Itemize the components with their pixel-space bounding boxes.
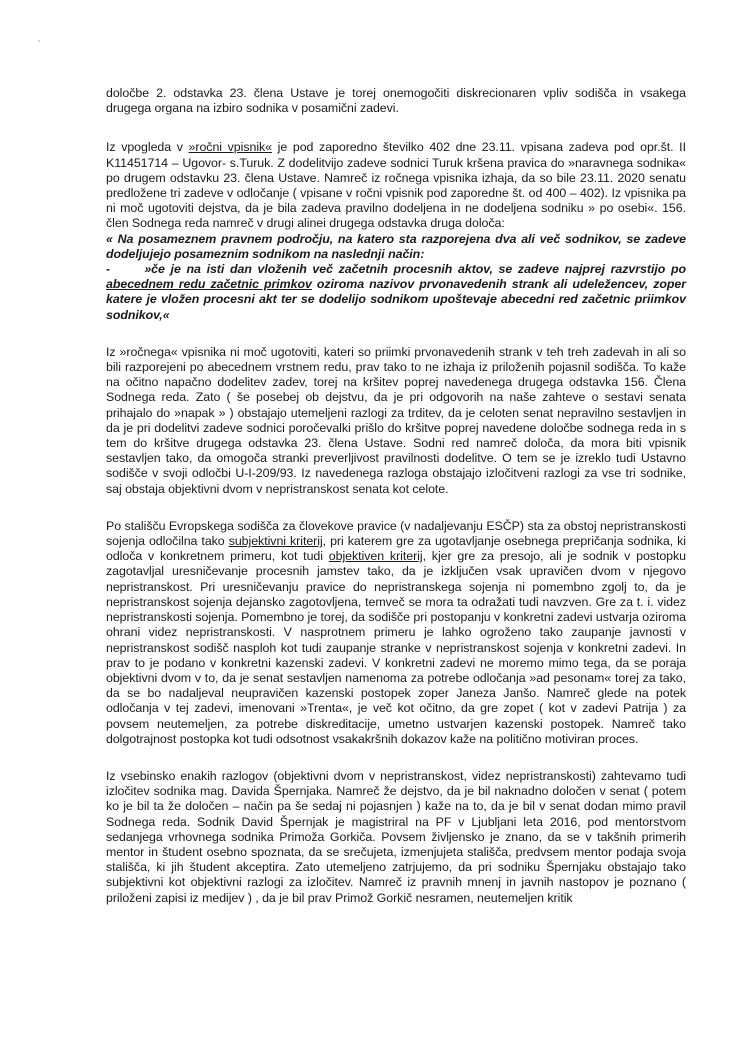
- paragraph-2-text-b: je pod zaporedno številko 402 dne 23.11. vpisana zadeva pod opr.št. II K11451714 – Ugovor- s.Turuk. Z dodelitvijo zadeve sodnici Turuk kršena pravica do »naravnega sodnika« po drugem odstavku 23. člena Ustave. Namreč iz ročnega vpisnika izhaja, da so bile 23.11. 2020 senatu predložene tri zadeve v odločanje ( vpisane v ročni vpisnik pod zaporedne št. od 400 – 402). Iz vpisnika pa ni moč ugotoviti dejstva, da je bila zadeva pravilno dodeljena in ne dodeljena sodniku » po osebi«. 156. člen Sodnega reda namreč v drugi alinei drugega odstavka druga določa:: [106, 140, 686, 231]
- paragraph-4: [106, 519, 686, 747]
- paragraph-3: Iz »ročnega« vpisnika ni moč ugotoviti, kateri so priimki prvonavedenih strank v teh treh zadevah in ali so bili razporejeni po abecednem vrstnem redu, prav tako to ne izhaja iz priloženih pojasnil sodišča. To kaže na očitno napačno dodelitev zadev, torej na kršitev poprej navedenega drugega odstavka 156. Člena Sodnega reda. Zato ( še posebej ob dejstvu, da je pri odgovorih na naše zahteve o sestavi senata prihajalo do »napak » ) obstajajo utemeljeni razlogi za trditev, da je celoten senat nepravilno sestavljen in da je pri dodelitvi zadeve sodnici poročevalki prišlo do kršitve poprej navedene določbe sodnega reda in s tem do kršitve drugega odstavka 23. člena Ustave. Sodni red namreč določa, da mora biti vpisnik sestavljen tako, da omogoča stranki preverljivost pravilnosti dodelitve. O tem se je izreklo tudi Ustavno sodišče v svoji odločbi U-I-209/93. Iz navedenega razloga obstajajo izločitveni razlogi za vse tri sodnike, saj obstaja objektivni dvom v nepristranskost senata kot celote.: [106, 344, 686, 496]
- paragraph-4-text-c: , kjer gre za presojo, ali je sodnik v postopku zagotavljal uresničevanje procesnih jamstev tako, da je izključen vsak upravičen dvom v njegovo nepristranskost. Pri uresničevanju pravice do nepristranskega sojenja ni pomembno zgolj to, da je nepristranskost sojenja dejansko zagotovljena, temveč se mora ta odražati tudi navzven. Gre za t. i. videz nepristranskosti sojenja. Pomembno je torej, da sodišče pri postopanju v konkretni zadevi ustvarja oziroma ohrani videz nepristranskosti. V nasprotnem primeru je lahko ogroženo tako zaupanje javnosti v nepristranskost sodišč nasploh kot tudi zaupanje stranke v nepristranskost sojenja v konkretni zadevi. In prav to je podano v konkretni kazenski zadevi. V konkretni zadevi ne moremo mimo tega, da se poraja objektivni dvom v to, da je senat sestavljen namenoma za potrebe odločanja »ad pesonam« torej za tako, da se bo nadaljeval neupravičen kazenski postopek zoper Janeza Janšo. Namreč glede na potek odločanja v tej zadevi, imenovani »Trenta«, je več kot očitno, da gre zopet ( kot v zadevi Patrija ) za povsem neutemeljen, za potrebe diskreditacije, umetno ustvarjen kazenski postopek. Namreč tako dolgotrajnost postopka kot tudi odsotnost vsakakršnih dokazov kaže na politično motiviran proces.: [106, 549, 687, 746]
- quote-underlined: abecednem redu začetnic primkov: [106, 277, 312, 292]
- quote-line-2a: »če je na isti dan vloženih več začetnih procesnih aktov, se zadeve najprej razvrstijo po: [144, 262, 686, 277]
- paragraph-1: določbe 2. odstavka 23. člena Ustave je torej onemogočiti diskrecionaren vpliv sodišča in vsakega drugega organa na izbiro sodnika v posamični zadevi.: [106, 86, 686, 116]
- paragraph-2-text-a: Iz vpogleda v: [106, 140, 189, 155]
- paragraph-4-text-a: Po stališču Evropskega sodišča za človekove pravice (v nadaljevanju ESČP) sta za obstoj nepristranskosti sojenja odločilna tako: [106, 518, 686, 549]
- paragraph-4-text-b: , pri katerem gre za ugotavljanje osebnega prepričanja sodnika, ki odloča v konkretnem primeru, kot tudi: [106, 534, 686, 564]
- quote-bullet: -: [106, 262, 111, 277]
- quote-line-2b: oziroma nazivov prvonavedenih strank ali udeležencev, zoper katere je vložen procesni akt ter se dodelijo sodnikom upoštevaje abecedni red začetnic priimkov sodnikov,«: [106, 277, 686, 322]
- paragraph-2: [106, 140, 686, 322]
- objective-criterion: objektiven kriterij: [328, 549, 423, 564]
- scan-speck: [38, 40, 40, 42]
- paragraph-5: Iz vsebinsko enakih razlogov (objektivni dvom v nepristranskost, videz nepristranskosti) zahtevamo tudi izločitev sodnika mag. Davida Špernjaka. Namreč že dejstvo, da je bil naknadno določen v senat ( potem ko je bil ta že določen – način pa še sedaj ni pojasnjen ) kaže na to, da je bil v senat dodan mimo pravil Sodnega reda. Sodnik David Špernjak je magistriral na PF v Ljubljani leta 2016, pod mentorstvom sedanjega vrhovnega sodnika Primoža Gorkiča. Povsem življensko je znano, da se v takšnih primerih mentor in študent osebno spoznata, da se srečujeta, izmenjujeta stališča, predvsem mentor podaja svoja stališča, ki jih študent akceptira. Zato utemeljeno zatrjujemo, da pri sodniku Špernjaku obstajajo tako subjektivni kot objektivni razlogi za izločitev. Namreč iz pravnih mnenj in javnih nastopov je poznano ( priloženi zapisi iz medijev ) , da je bil prav Primož Gorkič nesramen, neutemeljen kritik: [106, 768, 686, 905]
- subjective-criterion: subjektivni kriterij: [228, 534, 323, 549]
- rocni-vpisnik-link: »ročni vpisnik«: [188, 140, 273, 155]
- quote-line-1: « Na posameznem pravnem področju, na katero sta razporejena dva ali več sodnikov, se zadeve dodeljujejo posameznim sodnikom na naslednji način:: [106, 231, 686, 261]
